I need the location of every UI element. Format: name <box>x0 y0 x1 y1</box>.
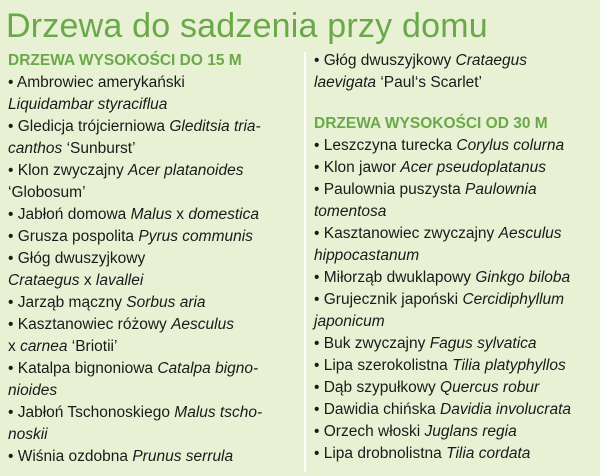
latin-name: tomentosa <box>314 203 387 220</box>
latin-name: Malus tscho- <box>174 404 263 421</box>
page-title: Drzewa do sadzenia przy domu <box>6 7 488 45</box>
common-name: • Buk zwyczajny <box>314 335 430 352</box>
right-item-line <box>314 289 598 311</box>
columns <box>0 46 600 466</box>
latin-name: Acer pseudoplatanus <box>400 159 547 176</box>
right-item-line <box>314 201 598 223</box>
right-item-line <box>314 443 598 465</box>
common-name: • Jabłoń domowa <box>8 206 131 223</box>
latin-name: Juglans regia <box>424 423 517 440</box>
latin-name: Crataegus <box>8 272 80 289</box>
common-name: • Lipa szerokolistna <box>314 357 453 374</box>
latin-name: Aesculus <box>498 225 562 242</box>
latin-name: Sorbus aria <box>126 294 206 311</box>
common-name: • Jabłoń Tschonoskiego <box>8 404 175 421</box>
latin-name: noskii <box>8 426 48 443</box>
latin-name: nioides <box>8 382 58 399</box>
common-name: • Grusza pospolita <box>8 228 139 245</box>
common-name: • Ambrowiec amerykański <box>8 74 185 91</box>
right-top-list <box>314 50 598 94</box>
common-name: • Klon zwyczajny <box>8 162 128 179</box>
latin-name: Prunus serrula <box>132 448 234 465</box>
common-name: • Kasztanowiec różowy <box>8 316 172 333</box>
latin-name: japonicum <box>314 313 385 330</box>
latin-name: canthos <box>8 140 63 157</box>
common-name: • Grujecznik japoński <box>314 291 463 308</box>
latin-name: Crataegus <box>455 52 528 69</box>
latin-name: Tilia platyphyllos <box>452 357 566 374</box>
common-name: x <box>171 206 189 223</box>
common-name: • Kasztanowiec zwyczajny <box>314 225 499 242</box>
latin-name: lavallei <box>95 272 144 289</box>
right-item-line <box>314 157 598 179</box>
left-item-line <box>8 116 300 138</box>
common-name: • Wiśnia ozdobna <box>8 448 133 465</box>
right-item-line <box>314 421 598 443</box>
left-item-line <box>8 94 300 116</box>
left-item-line <box>8 204 300 226</box>
left-item-line <box>8 424 300 446</box>
common-name: ‘Globosum’ <box>8 184 86 201</box>
common-name: • Orzech włoski <box>314 423 425 440</box>
common-name: • Dawidia chińska <box>314 401 441 418</box>
common-name: • Paulownia puszysta <box>314 181 466 198</box>
latin-name: Ginkgo biloba <box>475 269 571 286</box>
common-name: ‘Briotii’ <box>67 338 118 355</box>
common-name: x <box>8 338 21 355</box>
common-name: • Głóg dwuszyjkowy <box>8 250 146 267</box>
common-name: • Głóg dwuszyjkowy <box>314 52 456 69</box>
common-name: • Gledicja trójcierniowa <box>8 118 170 135</box>
right-item-line <box>314 267 598 289</box>
left-item-line <box>8 72 300 94</box>
latin-name: Tilia cordata <box>446 445 531 462</box>
latin-name: Pyrus communis <box>138 228 253 245</box>
latin-name: Davidia involucrata <box>440 401 572 418</box>
latin-name: Quercus robur <box>440 379 540 396</box>
right-item-line <box>314 377 598 399</box>
right-item-line <box>314 333 598 355</box>
left-item-line <box>8 446 300 468</box>
right-item-line <box>314 179 598 201</box>
common-name: ‘Paul‘s Scarlet’ <box>376 74 483 91</box>
latin-name: Liquidambar styraciflua <box>8 96 168 113</box>
right-top-item-line <box>314 50 598 72</box>
right-column <box>314 50 598 465</box>
latin-name: Cercidiphyllum <box>462 291 565 308</box>
common-name: • Jarząb mączny <box>8 294 127 311</box>
left-item-line <box>8 270 300 292</box>
common-name: • Katalpa bignoniowa <box>8 360 158 377</box>
right-item-line <box>314 399 598 421</box>
latin-name: laevigata <box>314 74 377 91</box>
latin-name: hippocastanum <box>314 247 420 264</box>
left-item-line <box>8 182 300 204</box>
left-heading: DRZEWA WYSOKOŚCI DO 15 M <box>8 52 242 69</box>
left-item-line <box>8 138 300 160</box>
latin-name: Malus <box>130 206 172 223</box>
right-top-item-line <box>314 72 598 94</box>
right-list <box>314 135 598 465</box>
right-item-line <box>314 223 598 245</box>
common-name: • Leszczyna turecka <box>314 137 457 154</box>
latin-name: Aesculus <box>171 316 234 333</box>
latin-name: carnea <box>20 338 68 355</box>
right-item-line <box>314 135 598 157</box>
latin-name: Gleditsia tria- <box>169 118 261 135</box>
common-name: • Klon jawor <box>314 159 401 176</box>
left-column <box>8 50 300 468</box>
left-list <box>8 72 300 468</box>
right-item-line <box>314 245 598 267</box>
left-item-line <box>8 336 300 358</box>
column-divider <box>304 52 306 472</box>
left-item-line <box>8 358 300 380</box>
common-name: ‘Sunburst’ <box>62 140 136 157</box>
left-item-line <box>8 380 300 402</box>
latin-name: Catalpa bigno- <box>157 360 259 377</box>
right-heading: DRZEWA WYSOKOŚCI OD 30 M <box>314 115 548 132</box>
latin-name: domestica <box>188 206 259 223</box>
common-name: • Lipa drobnolistna <box>314 445 447 462</box>
common-name: x <box>79 272 96 289</box>
right-item-line <box>314 355 598 377</box>
latin-name: Paulownia <box>465 181 537 198</box>
latin-name: Corylus colurna <box>456 137 565 154</box>
left-item-line <box>8 160 300 182</box>
left-item-line <box>8 226 300 248</box>
latin-name: Acer platanoides <box>128 162 244 179</box>
left-item-line <box>8 402 300 424</box>
left-item-line <box>8 292 300 314</box>
common-name: • Dąb szypułkowy <box>314 379 441 396</box>
left-item-line <box>8 248 300 270</box>
right-item-line <box>314 311 598 333</box>
left-item-line <box>8 314 300 336</box>
latin-name: Fagus sylvatica <box>429 335 537 352</box>
common-name: • Miłorząb dwuklapowy <box>314 269 476 286</box>
